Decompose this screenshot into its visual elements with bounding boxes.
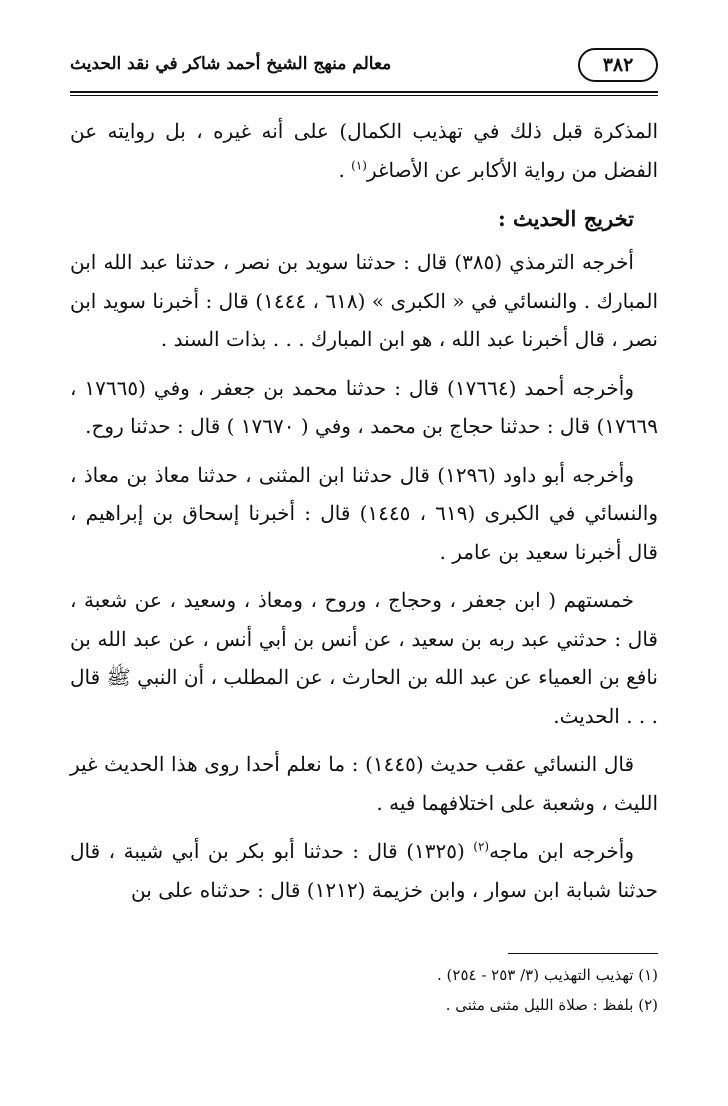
running-title: معالم منهج الشيخ أحمد شاكر في نقد الحديث: [70, 54, 392, 74]
paragraph-ibn-majah: [70, 832, 658, 909]
header-rule: [70, 91, 658, 93]
footnote-ref-1: (١): [351, 157, 367, 172]
paragraph-chain: خمستهم ( ابن جعفر ، وحجاج ، وروح ، ومعاذ ، وسعيد ، عن شعبة ، قال : حدثني عبد ربه بن سعيد ، عن أنس بن أبي أنس ، عن عبد الله بن نافع بن العمياء عن عبد الله بن الحارث ، عن المطلب ، أن النبي ﷺ قال . . . الحديث.: [70, 588, 658, 728]
header-rule-thin: [70, 95, 658, 96]
page-header: [70, 44, 658, 88]
footnote-1: (١) تهذيب التهذيب (٣/ ٢٥٣ - ٢٥٤) .: [437, 966, 658, 984]
paragraph-abu-dawud: وأخرجه أبو داود (١٢٩٦) قال حدثنا ابن المثنى ، حدثنا معاذ بن معاذ ، والنسائي في الكبرى (٦١٩ ، ١٤٤٥) قال : أخبرنا إسحاق بن إبراهيم ، قال أخبرنا سعيد بن عامر .: [70, 462, 658, 564]
page-number: ٣٨٢: [578, 48, 658, 82]
footnotes: [70, 960, 658, 1020]
paragraph-text: المذكرة قبل ذلك في تهذيب الكمال) على أنه غيره ، بل روايته عن الفضل من رواية الأكابر عن الأصاغر: [70, 119, 658, 182]
paragraph-tail: .: [338, 157, 352, 182]
footnote-separator: [508, 953, 658, 954]
section-heading: تخريج الحديث :: [497, 206, 634, 231]
paragraph-text: وأخرجه ابن ماجه: [489, 839, 635, 863]
paragraph-tirmidhi: أخرجه الترمذي (٣٨٥) قال : حدثنا سويد بن نصر ، حدثنا عبد الله ابن المبارك . والنسائي في « الكبرى » (٦١٨ ، ١٤٤٤) قال : أخبرنا سويد ابن نصر ، قال أخبرنا عبد الله ، هو ابن المبارك . . . بذات السند .: [70, 250, 659, 351]
footnote-2: (٢) بلفظ : صلاة الليل مثنى مثنى .: [445, 996, 658, 1014]
paragraph-continuation: [70, 112, 658, 189]
paragraph-ahmad: وأخرجه أحمد (١٧٦٦٤) قال : حدثنا محمد بن جعفر ، وفي (١٧٦٦٥ ، ١٧٦٦٩) قال : حدثنا حجاج بن محمد ، وفي ( ١٧٦٧٠ ) قال : حدثنا روح.: [70, 375, 658, 438]
paragraph-text-rest: (١٣٢٥) قال : حدثنا أبو بكر بن أبي شيبة ، قال حدثنا شبابة ابن سوار ، وابن خزيمة (١٢١٢) قال : حدثناه على بن: [70, 839, 658, 902]
paragraph-nasai-comment: قال النسائي عقب حديث (١٤٤٥) : ما نعلم أحدا روى هذا الحديث غير الليث ، وشعبة على اختلافهما فيه .: [70, 752, 658, 815]
footnote-ref-2: (٢): [473, 839, 490, 854]
main-text: [70, 112, 658, 919]
